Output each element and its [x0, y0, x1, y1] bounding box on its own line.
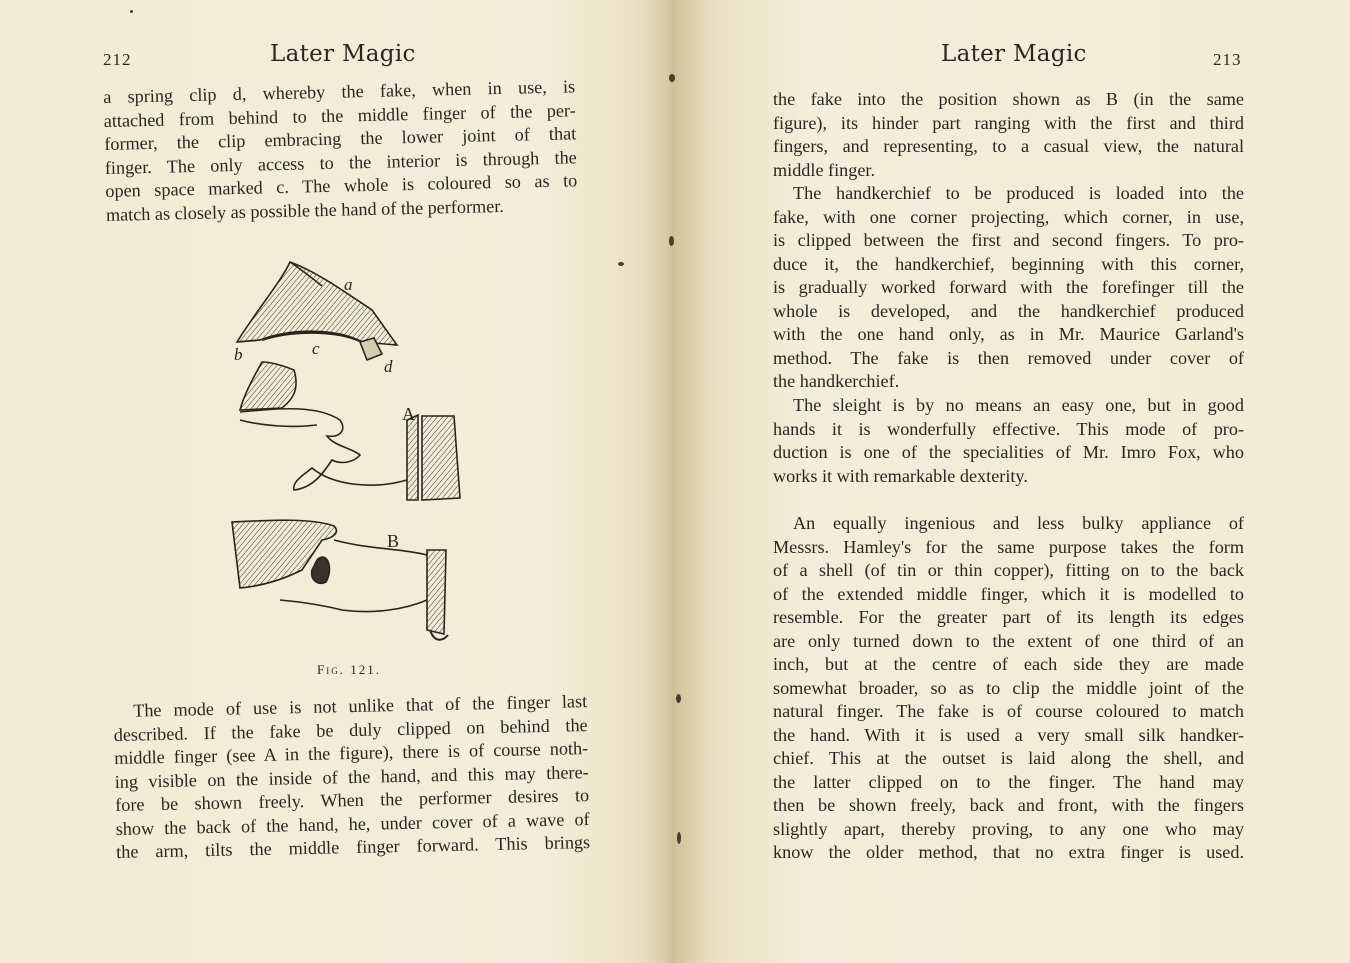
page-number: 213 [1213, 50, 1242, 69]
paper-speck [618, 262, 624, 266]
text-line: The handkerchief to be produced is loaded into the [793, 183, 1244, 203]
figure-caption: Fig. 121. [317, 662, 381, 677]
figure-label-B: B [387, 531, 400, 551]
text-line: middle finger. [773, 159, 876, 180]
text-line: the fake into the position shown as B (in the same [773, 89, 1244, 109]
text-line: hands it is wonderfully effective. This mode of pro- [773, 418, 1244, 439]
running-head: Later Magic [270, 41, 416, 67]
text-line: of a shell (of tin or thin copper), fitting on to the back [773, 560, 1244, 580]
paper-speck [677, 832, 681, 844]
paragraph [773, 512, 1244, 865]
paragraph [113, 690, 590, 864]
paper-speck [669, 74, 675, 82]
paper-speck [676, 694, 681, 703]
text-line: described. If the fake be duly clipped on behind the [113, 714, 588, 745]
hand-b-drawing [232, 520, 448, 640]
text-line: chief. This at the outset is laid along the shell, and [773, 748, 1244, 768]
figure-label-a: a [344, 275, 353, 294]
text-line: fake, with one corner projecting, which corner, in use, [773, 206, 1244, 227]
paper-speck [669, 236, 674, 246]
text-line: know the older method, that no extra finger is used. [773, 842, 1244, 862]
text-line: are only turned down to the extent of one third of an [773, 630, 1244, 651]
paragraph [773, 88, 1244, 182]
text-line: then be shown freely, back and front, with the fingers [773, 795, 1244, 815]
text-line: with the one hand only, as in Mr. Maurice Garland's [773, 324, 1244, 344]
text-line: method. The fake is then removed under cover of [773, 347, 1244, 368]
text-line: open space marked c. The whole is coloured so as to [105, 170, 578, 201]
text-line: inch, but at the centre of each side they are made [773, 654, 1244, 674]
text-line: An equally ingenious and less bulky appliance of [793, 513, 1244, 533]
text-line: the handkerchief. [773, 371, 900, 391]
text-line: fingers, and representing, to a casual view, the natural [773, 136, 1244, 156]
text-line: figure), its hinder part ranging with the first and third [773, 112, 1244, 133]
figure-label-d: d [384, 357, 393, 376]
text-line: the arm, tilts the middle finger forward. This brings [115, 832, 591, 862]
left-page [0, 0, 660, 963]
hand-a-drawing [240, 362, 460, 500]
text-line: duction is one of the specialities of Mr. Imro Fox, who [773, 442, 1244, 462]
text-line: is gradually worked forward with the forefinger till the [773, 277, 1244, 297]
text-line: fore be shown freely. When the performer desires to [114, 785, 590, 815]
text-line: the latter clipped on to the finger. The hand may [773, 771, 1244, 792]
text-line: natural finger. The fake is of course coloured to match [773, 701, 1244, 721]
text-line: of the extended middle finger, which it is modelled to [773, 583, 1244, 604]
text-line: works it with remarkable dexterity. [773, 465, 1028, 486]
text-line: Messrs. Hamley's for the same purpose takes the form [773, 536, 1244, 557]
paper-speck [130, 10, 133, 13]
right-page [690, 0, 1350, 963]
text-line: slightly apart, thereby proving, to any one who may [773, 818, 1244, 839]
paragraph [773, 182, 1244, 394]
figure-label-c: c [312, 339, 320, 358]
text-line: is clipped between the first and second fingers. To pro- [773, 230, 1244, 250]
text-line: duce it, the handkerchief, beginning with this corner, [773, 253, 1244, 274]
text-line: a spring clip d, whereby the fake, when in use, is [103, 76, 576, 107]
text-line: former, the clip embracing the lower joint of that [104, 123, 577, 154]
text-line: ing visible on the inside of the hand, and this may there- [114, 761, 589, 792]
text-line: show the back of the hand, he, under cover of a wave of [115, 808, 590, 839]
text-line: finger. The only access to the interior is through the [104, 146, 577, 178]
text-line: match as closely as possible the hand of the performer. [105, 195, 505, 225]
text-line: The sleight is by no means an easy one, but in good [793, 395, 1244, 415]
figure-label-A: A [402, 404, 415, 424]
figure-label-b: b [234, 345, 243, 364]
page-number: 212 [103, 50, 132, 69]
text-line: somewhat broader, so as to clip the middle joint of the [773, 677, 1244, 698]
text-line: whole is developed, and the handkerchief produced [773, 300, 1244, 321]
text-line: the hand. With it is used a very small silk handker- [773, 724, 1244, 745]
text-line: middle finger (see A in the figure), there is of course noth- [114, 738, 589, 768]
paragraph [103, 75, 578, 227]
running-head: Later Magic [941, 41, 1087, 67]
text-line: attached from behind to the middle finger of the per- [103, 99, 576, 131]
text-line: resemble. For the greater part of its length its edges [773, 607, 1244, 627]
hand-fake-illustration [222, 250, 472, 650]
text-line: The mode of use is not unlike that of the finger last [133, 691, 588, 721]
paragraph [773, 394, 1244, 488]
